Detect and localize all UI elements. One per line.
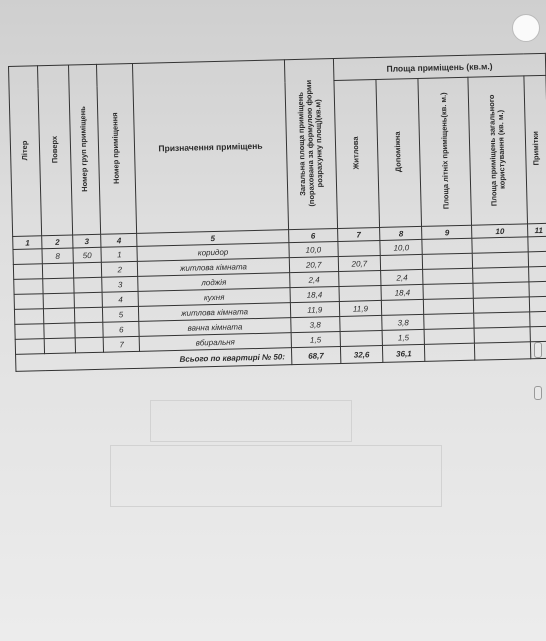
total-common-value — [475, 342, 531, 360]
cell-summer-area — [424, 313, 474, 329]
cell-group — [75, 337, 104, 353]
cell-group — [73, 277, 102, 293]
cell-purpose: вбиральня — [139, 333, 291, 352]
header-summer: Площа літніх приміщень(кв. м.) — [418, 77, 471, 226]
cell-aux-area: 18,4 — [381, 284, 424, 300]
col-number: 3 — [72, 234, 101, 248]
binder-mark — [534, 386, 542, 400]
cell-summer-area — [424, 328, 474, 344]
paper-clip-hole — [512, 14, 540, 42]
faint-plan-outline — [110, 445, 442, 507]
col-number: 10 — [472, 224, 528, 238]
header-group: Номер груп приміщень — [68, 64, 101, 235]
cell-purpose: житлова кімната — [137, 258, 289, 277]
cell-liter — [14, 309, 44, 325]
total-label: Всього по квартирі № 50: — [16, 348, 292, 372]
cell-room-number: 6 — [103, 321, 139, 337]
cell-notes — [528, 251, 546, 267]
cell-liter — [13, 264, 43, 280]
total-summer-value — [425, 343, 475, 361]
cell-purpose: ванна кімната — [139, 318, 291, 337]
cell-room-number: 4 — [102, 291, 138, 307]
cell-aux-area — [380, 254, 423, 270]
cell-aux-area — [381, 299, 424, 315]
cell-living-area — [339, 285, 382, 301]
cell-total-area: 11,9 — [290, 301, 339, 317]
cell-aux-area: 2,4 — [381, 269, 424, 285]
col-number: 9 — [422, 225, 472, 239]
cell-summer-area — [424, 298, 474, 314]
cell-living-area: 20,7 — [338, 255, 381, 271]
cell-summer-area — [423, 283, 473, 299]
col-number: 11 — [528, 223, 546, 237]
cell-liter — [14, 279, 44, 295]
cell-living-area — [340, 330, 383, 346]
cell-notes — [530, 311, 546, 327]
total-living-value: 32,6 — [340, 345, 383, 363]
header-floor: Поверх — [38, 65, 72, 236]
cell-summer-area — [422, 238, 472, 254]
header-auxiliary: Допоміжна — [376, 78, 422, 227]
cell-common-area — [472, 237, 528, 253]
col-number: 1 — [13, 236, 43, 250]
col-number: 4 — [101, 233, 137, 247]
col-number: 8 — [380, 226, 423, 240]
header-room-number: Номер приміщення — [97, 63, 137, 234]
cell-purpose: лоджія — [138, 273, 290, 292]
cell-room-number: 2 — [102, 261, 138, 277]
col-number: 6 — [288, 229, 337, 243]
cell-group — [74, 307, 103, 323]
cell-total-area: 2,4 — [289, 271, 338, 287]
cell-common-area — [473, 267, 529, 283]
cell-common-area — [473, 282, 529, 298]
cell-summer-area — [423, 268, 473, 284]
cell-room-number: 1 — [101, 246, 137, 262]
cell-liter — [13, 249, 43, 265]
cell-living-area — [339, 315, 382, 331]
cell-total-area: 20,7 — [289, 256, 338, 272]
header-living: Житлова — [334, 80, 380, 229]
cell-notes — [529, 281, 546, 297]
cell-aux-area: 10,0 — [380, 239, 423, 255]
faint-plan-outline — [150, 400, 352, 442]
cell-purpose: коридор — [137, 243, 289, 262]
col-number: 5 — [137, 230, 289, 247]
cell-floor — [44, 323, 75, 339]
cell-living-area: 11,9 — [339, 300, 382, 316]
cell-notes — [529, 266, 546, 282]
cell-liter — [14, 294, 44, 310]
cell-room-number: 5 — [103, 306, 139, 322]
cell-notes — [530, 326, 546, 342]
col-number: 7 — [337, 227, 380, 241]
cell-floor — [44, 308, 75, 324]
col-number: 2 — [42, 235, 73, 249]
cell-common-area — [474, 297, 530, 313]
cell-total-area: 3,8 — [290, 316, 339, 332]
cell-common-area — [474, 327, 530, 343]
cell-floor — [43, 293, 74, 309]
total-notes-value — [531, 341, 546, 359]
cell-aux-area: 1,5 — [382, 329, 425, 345]
header-purpose: Призначення приміщень — [133, 60, 289, 234]
cell-common-area — [472, 252, 528, 268]
total-aux-value: 36,1 — [383, 344, 426, 362]
cell-common-area — [474, 312, 530, 328]
cell-purpose: кухня — [138, 288, 290, 307]
cell-floor — [45, 338, 76, 354]
cell-total-area: 10,0 — [289, 241, 338, 257]
header-notes: Примітки — [524, 75, 546, 223]
header-total-area: Загальна площа приміщень (порахована за формулою форми розрахунку площ)(кв.м) — [284, 59, 337, 230]
header-area-group: Площа приміщень (кв.м.) — [333, 53, 546, 80]
cell-group — [74, 292, 103, 308]
cell-group: 50 — [73, 247, 102, 263]
cell-living-area — [338, 240, 381, 256]
room-area-table — [8, 53, 546, 372]
header-common: Площа приміщень загального користування (кв. м.) — [468, 76, 527, 225]
cell-total-area: 18,4 — [290, 286, 339, 302]
cell-summer-area — [423, 253, 473, 269]
cell-floor: 8 — [42, 248, 73, 264]
cell-floor — [43, 278, 74, 294]
cell-aux-area: 3,8 — [382, 314, 425, 330]
cell-liter — [15, 324, 45, 340]
cell-total-area: 1,5 — [291, 331, 340, 347]
cell-room-number: 7 — [104, 336, 140, 352]
cell-group — [74, 322, 103, 338]
cell-liter — [15, 339, 45, 355]
cell-living-area — [338, 270, 381, 286]
cell-room-number: 3 — [102, 276, 138, 292]
total-area-value: 68,7 — [291, 346, 340, 364]
cell-notes — [529, 296, 546, 312]
cell-purpose: житлова кімната — [139, 303, 291, 322]
cell-group — [73, 262, 102, 278]
cell-notes — [528, 236, 546, 252]
cell-floor — [43, 263, 74, 279]
header-liter: Літер — [9, 66, 43, 237]
